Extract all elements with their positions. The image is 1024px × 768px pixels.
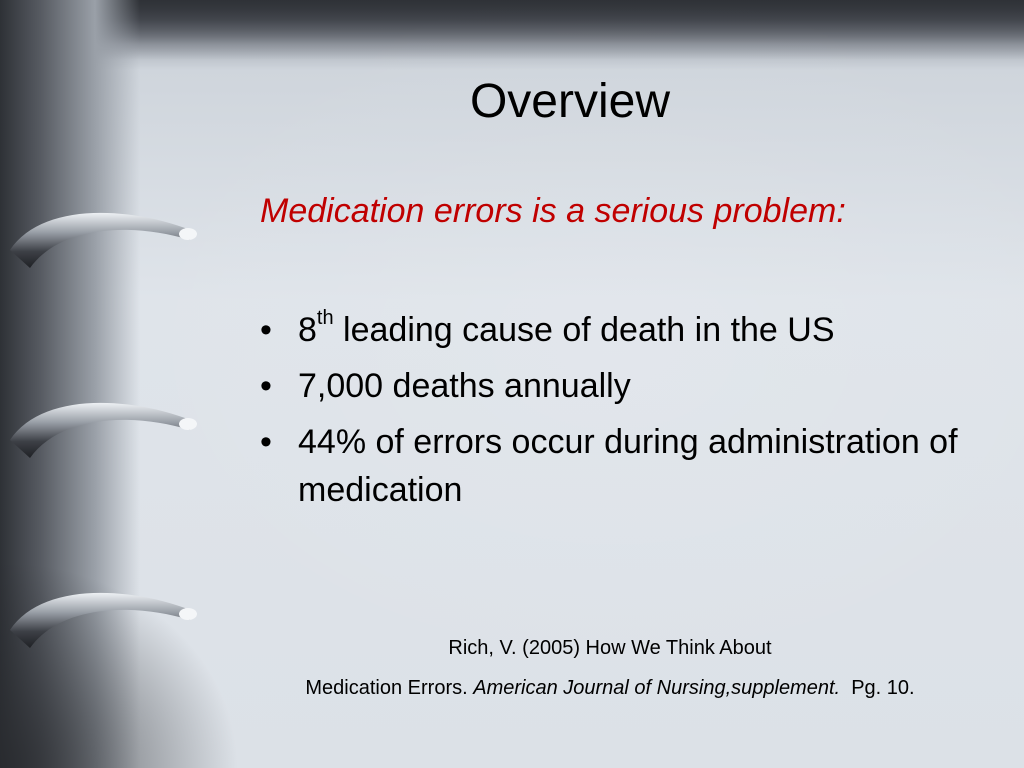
slide-title: Overview [469,75,671,128]
citation-line-2 [230,668,990,708]
bullet-ordinal-suffix: th [316,307,334,329]
citation-suffix: Pg. 10. [840,677,915,699]
citation-journal: American Journal of Nursing,supplement. [473,677,841,699]
citation [230,628,990,708]
binder-ring-icon [10,403,197,458]
bullet-list [260,306,980,522]
binder-ring-icon [10,213,197,268]
bullet-text: 7,000 deaths annually [298,367,631,405]
citation-prefix: Medication Errors. [305,677,474,699]
bullet-dot-icon: • [260,423,272,461]
binder-rings [0,0,240,768]
slide-subtitle: Medication errors is a serious problem: [260,192,846,230]
bullet-item [260,418,980,514]
bullet-dot-icon: • [260,311,272,349]
bullet-ordinal: 8 [298,311,317,349]
binder-ring-icon [10,593,197,648]
bullet-item [260,362,980,410]
citation-line-1: Rich, V. (2005) How We Think About [448,637,772,659]
bullet-item [260,306,980,354]
bullet-text: leading cause of death in the US [333,311,835,349]
bullet-text: 44% of errors occur during administration of medication [298,423,958,509]
bullet-dot-icon: • [260,367,272,405]
